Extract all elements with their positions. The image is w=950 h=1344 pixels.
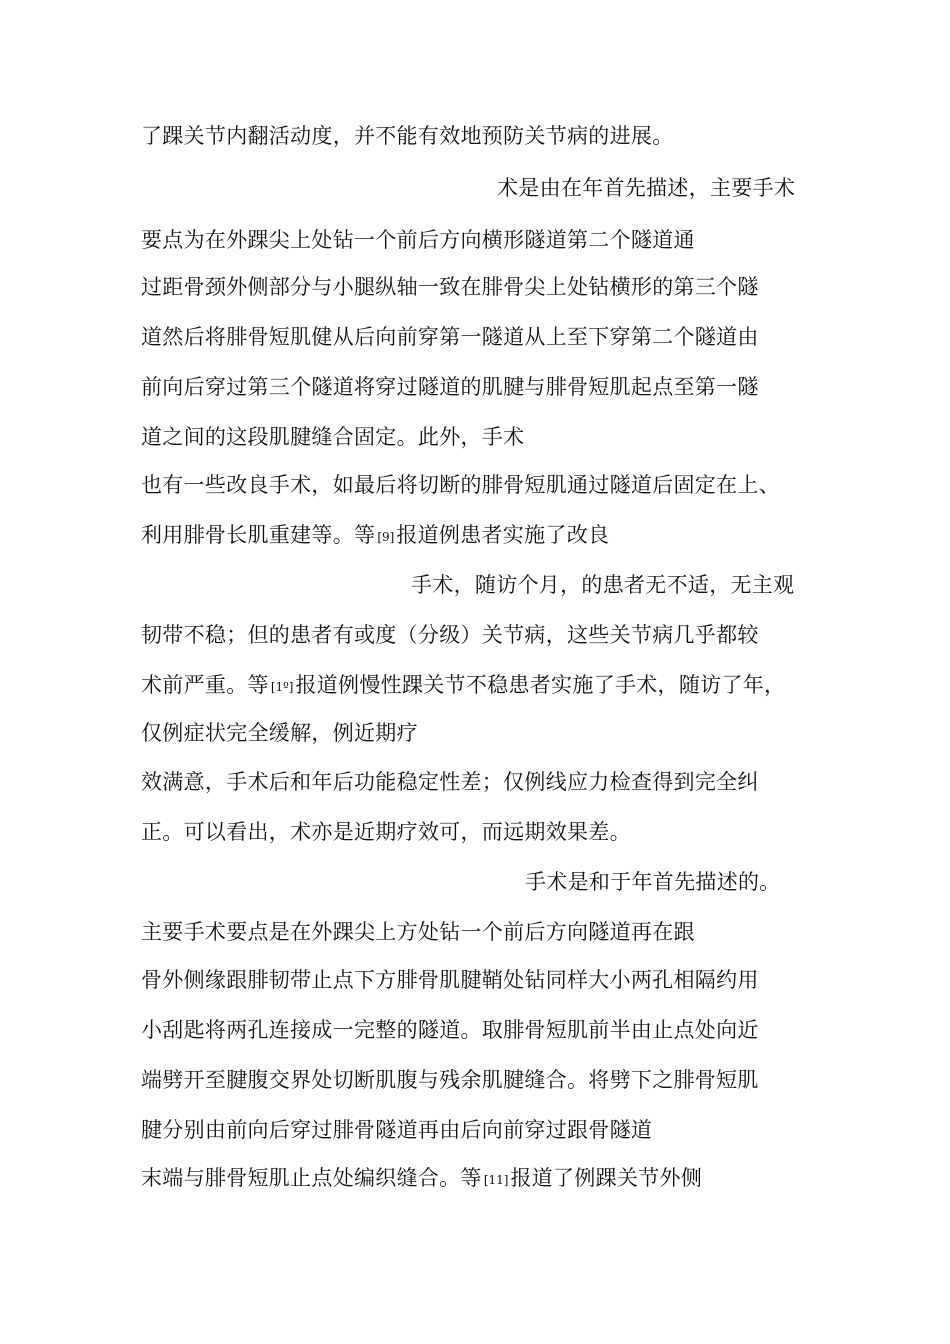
- text-line: 骨外侧缘跟腓韧带止点下方腓骨肌腱鞘处钻同样大小两孔相隔约用: [141, 968, 759, 992]
- text-line: 手术，随访个月，的患者无不适，无主观: [411, 573, 795, 597]
- citation-reference: [9]: [377, 530, 395, 544]
- text-line: 仅例症状完全缓解，例近期疗: [141, 721, 418, 745]
- text-line: 要点为在外踝尖上处钻一个前后方向横形隧道第二个隧道通: [141, 228, 695, 252]
- text-line: 手术是和于年首先描述的。: [525, 870, 781, 894]
- line-text: 利用腓骨长肌重建等。等: [141, 523, 376, 547]
- text-line: 道之间的这段肌腱缝合固定。此外，手术: [141, 425, 525, 449]
- text-line: 腱分别由前向后穿过腓骨隧道再由后向前穿过跟骨隧道: [141, 1118, 653, 1142]
- text-line: [141, 1163, 702, 1195]
- text-line: 道然后将腓骨短肌健从后向前穿第一隧道从上至下穿第二个隧道由: [141, 325, 759, 349]
- text-line: 过距骨颈外侧部分与小腿纵轴一致在腓骨尖上处钻横形的第三个隧: [141, 275, 759, 299]
- text-line: 术是由在年首先描述，主要手术: [497, 176, 796, 200]
- text-line: [141, 520, 609, 552]
- text-line: 韧带不稳；但的患者有或度（分级）关节病，这些关节病几乎都较: [141, 623, 759, 647]
- text-line: 端劈开至腱腹交界处切断肌腹与残余肌腱缝合。将劈下之腓骨短肌: [141, 1068, 759, 1092]
- line-text: 术前严重。等: [141, 673, 269, 697]
- text-line: 也有一些改良手术，如最后将切断的腓骨短肌通过隧道后固定在上、: [141, 473, 780, 497]
- line-text: 报道了例踝关节外侧: [510, 1166, 703, 1190]
- line-text: 报道例患者实施了改良: [396, 523, 610, 547]
- line-text: 末端与腓骨短肌止点处编织缝合。等: [141, 1166, 482, 1190]
- text-line: 前向后穿过第三个隧道将穿过隧道的肌腱与腓骨短肌起点至第一隧: [141, 375, 759, 399]
- citation-reference: [11]: [483, 1173, 509, 1187]
- text-line: 了踝关节内翻活动度，并不能有效地预防关节病的进展。: [141, 124, 674, 148]
- text-line: [141, 670, 785, 702]
- text-line: 效满意，手术后和年后功能稳定性差；仅例线应力检查得到完全纠: [141, 770, 759, 794]
- citation-reference: [1º]: [270, 680, 294, 694]
- text-line: 小刮匙将两孔连接成一完整的隧道。取腓骨短肌前半由止点处向近: [141, 1018, 759, 1042]
- text-line: 主要手术要点是在外踝尖上方处钻一个前后方向隧道再在跟: [141, 920, 695, 944]
- text-line: 正。可以看出，术亦是近期疗效可，而远期效果差。: [141, 820, 631, 844]
- line-text: 报道例慢性踝关节不稳患者实施了手术，随访了年，: [295, 673, 786, 697]
